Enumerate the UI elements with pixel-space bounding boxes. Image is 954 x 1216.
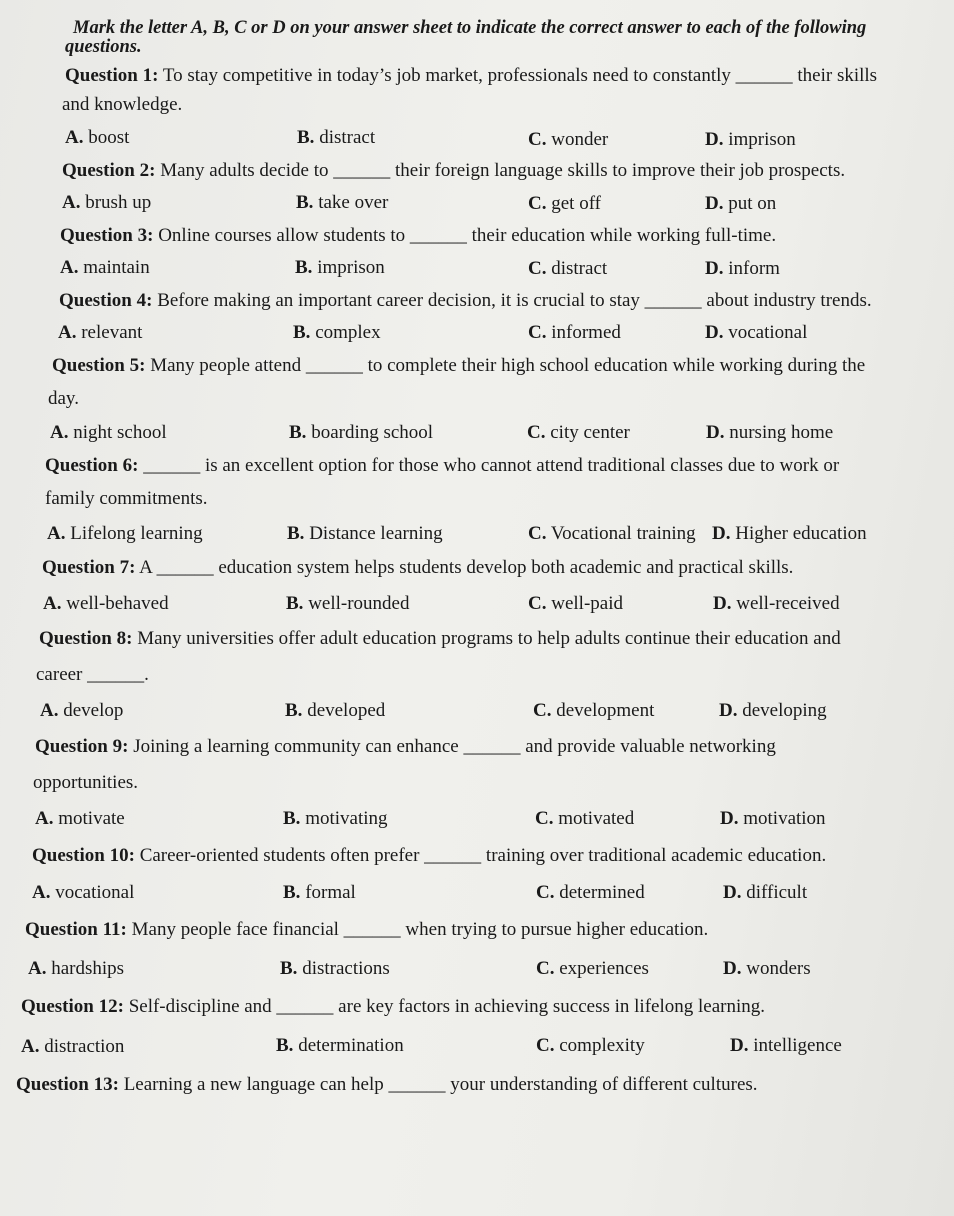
question-8-stem-cont: career ______. bbox=[36, 664, 149, 685]
q11-option-c[interactable] bbox=[536, 957, 649, 981]
option-text: motivating bbox=[305, 808, 388, 829]
question-label: Question 13: bbox=[16, 1074, 119, 1095]
question-label: Question 6: bbox=[45, 455, 139, 476]
option-letter: A. bbox=[60, 257, 79, 278]
question-1-stem bbox=[65, 64, 877, 88]
option-letter: C. bbox=[535, 808, 554, 829]
question-5-stem bbox=[52, 354, 865, 378]
q7-option-a[interactable] bbox=[43, 592, 169, 616]
option-letter: D. bbox=[719, 700, 738, 721]
option-text: develop bbox=[63, 700, 124, 721]
option-text: maintain bbox=[83, 257, 150, 278]
q11-option-b[interactable] bbox=[280, 957, 390, 981]
question-label: Question 12: bbox=[21, 996, 124, 1017]
option-text: determination bbox=[298, 1035, 404, 1056]
q8-option-b[interactable] bbox=[285, 699, 385, 723]
question-text: Online courses allow students to ______ their education while working full-time. bbox=[158, 225, 777, 246]
option-letter: C. bbox=[528, 258, 547, 279]
question-text: ______ is an excellent option for those who cannot attend traditional classes due to work or bbox=[143, 455, 840, 476]
option-text: Distance learning bbox=[309, 523, 443, 544]
option-text: well-paid bbox=[551, 593, 623, 614]
question-text: Career-oriented students often prefer ______ training over traditional academic education. bbox=[139, 845, 827, 866]
option-text: Lifelong learning bbox=[70, 523, 203, 544]
q11-option-a[interactable] bbox=[28, 957, 124, 981]
question-label: Question 1: bbox=[65, 65, 159, 86]
option-text: imprison bbox=[317, 257, 385, 278]
question-11-stem bbox=[25, 918, 708, 942]
q1-option-b[interactable] bbox=[297, 126, 375, 150]
option-letter: A. bbox=[50, 422, 69, 443]
option-letter: B. bbox=[289, 422, 307, 443]
option-letter: C. bbox=[536, 1035, 555, 1056]
q8-option-c[interactable] bbox=[533, 699, 654, 723]
q8-option-a[interactable] bbox=[40, 699, 123, 723]
option-text: development bbox=[556, 700, 655, 721]
q9-option-a[interactable] bbox=[35, 807, 125, 831]
question-label: Question 3: bbox=[60, 225, 154, 246]
q11-option-d[interactable] bbox=[723, 957, 811, 981]
question-text: Many adults decide to ______ their foreign language skills to improve their job prospects. bbox=[160, 160, 846, 181]
option-text: complexity bbox=[559, 1035, 645, 1056]
question-10-stem bbox=[32, 844, 826, 868]
q9-option-c[interactable] bbox=[535, 807, 634, 831]
option-text: night school bbox=[73, 422, 167, 443]
q4-option-c[interactable] bbox=[528, 321, 621, 345]
q7-option-d[interactable] bbox=[713, 592, 840, 616]
option-text: boarding school bbox=[311, 422, 434, 443]
option-letter: B. bbox=[283, 808, 301, 829]
q8-option-d[interactable] bbox=[719, 699, 827, 723]
option-letter: B. bbox=[296, 192, 314, 213]
option-letter: D. bbox=[723, 958, 742, 979]
option-text: inform bbox=[728, 258, 780, 279]
q6-option-d[interactable] bbox=[712, 522, 867, 546]
q4-option-b[interactable] bbox=[293, 321, 381, 345]
option-letter: D. bbox=[712, 523, 731, 544]
q10-option-c[interactable] bbox=[536, 881, 645, 905]
option-letter: C. bbox=[528, 593, 547, 614]
question-3-stem bbox=[60, 224, 776, 248]
option-letter: A. bbox=[62, 192, 81, 213]
q6-option-b[interactable] bbox=[287, 522, 443, 546]
option-text: intelligence bbox=[753, 1035, 842, 1056]
option-letter: B. bbox=[285, 700, 303, 721]
option-letter: B. bbox=[280, 958, 298, 979]
option-text: well-rounded bbox=[308, 593, 410, 614]
option-text: relevant bbox=[81, 322, 143, 343]
question-6-stem bbox=[45, 454, 839, 478]
option-text: nursing home bbox=[729, 422, 834, 443]
question-2-stem bbox=[62, 159, 845, 183]
option-letter: C. bbox=[528, 523, 547, 544]
q4-option-a[interactable] bbox=[58, 321, 142, 345]
question-text: Many people face financial ______ when trying to pursue higher education. bbox=[131, 919, 709, 940]
option-letter: D. bbox=[713, 593, 732, 614]
option-letter: C. bbox=[528, 322, 547, 343]
option-text: distraction bbox=[44, 1036, 125, 1057]
question-text: Joining a learning community can enhance ______ and provide valuable networking bbox=[133, 736, 776, 757]
option-letter: D. bbox=[723, 882, 742, 903]
question-9-stem bbox=[35, 735, 776, 759]
option-text: motivated bbox=[558, 808, 635, 829]
question-label: Question 9: bbox=[35, 736, 129, 757]
q2-option-c[interactable] bbox=[528, 192, 601, 216]
option-letter: C. bbox=[536, 958, 555, 979]
question-7-stem bbox=[42, 556, 793, 580]
option-text: take over bbox=[318, 192, 389, 213]
question-text: Learning a new language can help ______ your understanding of different cultures. bbox=[123, 1074, 758, 1095]
option-text: motivate bbox=[58, 808, 125, 829]
option-letter: B. bbox=[286, 593, 304, 614]
option-letter: D. bbox=[705, 129, 724, 150]
question-text: A ______ education system helps students develop both academic and practical skills. bbox=[139, 557, 794, 578]
question-label: Question 5: bbox=[52, 355, 146, 376]
q12-option-c[interactable] bbox=[536, 1034, 645, 1058]
question-8-stem bbox=[39, 627, 841, 651]
option-text: difficult bbox=[746, 882, 808, 903]
option-text: formal bbox=[305, 882, 356, 903]
option-text: distractions bbox=[302, 958, 390, 979]
option-letter: C. bbox=[528, 193, 547, 214]
option-letter: A. bbox=[28, 958, 47, 979]
option-letter: C. bbox=[533, 700, 552, 721]
option-letter: B. bbox=[287, 523, 305, 544]
question-label: Question 10: bbox=[32, 845, 135, 866]
option-text: put on bbox=[728, 193, 777, 214]
question-12-stem bbox=[21, 995, 765, 1019]
q9-option-b[interactable] bbox=[283, 807, 388, 831]
q1-option-d[interactable] bbox=[705, 128, 796, 152]
option-text: city center bbox=[550, 422, 630, 443]
q12-option-d[interactable] bbox=[730, 1034, 842, 1058]
instructions-line-1: Mark the letter A, B, C or D on your answer sheet to indicate the correct answer to each of the following bbox=[73, 18, 867, 38]
q3-option-b[interactable] bbox=[295, 256, 385, 280]
question-label: Question 11: bbox=[25, 919, 127, 940]
option-letter: A. bbox=[47, 523, 66, 544]
question-text: Self-discipline and ______ are key factors in achieving success in lifelong learning. bbox=[128, 996, 765, 1017]
option-letter: B. bbox=[295, 257, 313, 278]
q7-option-b[interactable] bbox=[286, 592, 410, 616]
q6-option-c[interactable] bbox=[528, 522, 696, 546]
option-letter: D. bbox=[720, 808, 739, 829]
q4-option-d[interactable] bbox=[705, 321, 807, 345]
question-text: Many universities offer adult education programs to help adults continue their education and bbox=[137, 628, 841, 649]
q1-option-c[interactable] bbox=[528, 128, 608, 152]
q3-option-a[interactable] bbox=[60, 256, 150, 280]
option-text: distract bbox=[319, 127, 376, 148]
q12-option-b[interactable] bbox=[276, 1034, 404, 1058]
question-text: To stay competitive in today’s job market, professionals need to constantly ______ their skills bbox=[162, 65, 878, 86]
option-text: get off bbox=[551, 193, 602, 214]
option-letter: C. bbox=[528, 129, 547, 150]
option-text: distract bbox=[551, 258, 608, 279]
option-letter: D. bbox=[705, 193, 724, 214]
option-letter: B. bbox=[297, 127, 315, 148]
question-label: Question 4: bbox=[59, 290, 153, 311]
option-text: determined bbox=[559, 882, 645, 903]
option-letter: A. bbox=[21, 1036, 40, 1057]
option-text: wonders bbox=[746, 958, 811, 979]
option-text: well-behaved bbox=[66, 593, 169, 614]
option-letter: A. bbox=[40, 700, 59, 721]
option-text: vocational bbox=[728, 322, 808, 343]
option-text: hardships bbox=[51, 958, 125, 979]
option-letter: A. bbox=[43, 593, 62, 614]
option-text: vocational bbox=[55, 882, 135, 903]
question-label: Question 7: bbox=[42, 557, 136, 578]
q3-option-c[interactable] bbox=[528, 257, 607, 281]
question-6-stem-cont: family commitments. bbox=[45, 488, 208, 509]
option-letter: D. bbox=[730, 1035, 749, 1056]
option-letter: D. bbox=[706, 422, 725, 443]
option-letter: A. bbox=[32, 882, 51, 903]
q1-option-a[interactable] bbox=[65, 126, 129, 150]
option-text: Vocational training bbox=[550, 523, 696, 544]
option-letter: D. bbox=[705, 258, 724, 279]
option-letter: C. bbox=[536, 882, 555, 903]
q5-option-c[interactable] bbox=[527, 421, 630, 445]
question-label: Question 8: bbox=[39, 628, 133, 649]
option-letter: B. bbox=[293, 322, 311, 343]
q7-option-c[interactable] bbox=[528, 592, 623, 616]
option-letter: A. bbox=[65, 127, 84, 148]
question-13-stem bbox=[16, 1073, 758, 1097]
option-text: motivation bbox=[743, 808, 826, 829]
q2-option-d[interactable] bbox=[705, 192, 776, 216]
option-text: boost bbox=[88, 127, 130, 148]
option-text: brush up bbox=[85, 192, 152, 213]
question-1-stem-cont: and knowledge. bbox=[62, 94, 183, 115]
q3-option-d[interactable] bbox=[705, 257, 780, 281]
question-9-stem-cont: opportunities. bbox=[33, 772, 139, 793]
q12-option-a[interactable] bbox=[21, 1035, 124, 1059]
q2-option-b[interactable] bbox=[296, 191, 388, 215]
option-text: wonder bbox=[551, 129, 609, 150]
option-letter: C. bbox=[527, 422, 546, 443]
question-text: Before making an important career decision, it is crucial to stay ______ about industry trends. bbox=[157, 290, 872, 311]
q5-option-b[interactable] bbox=[289, 421, 433, 445]
q9-option-d[interactable] bbox=[720, 807, 826, 831]
option-text: experiences bbox=[559, 958, 649, 979]
option-text: developing bbox=[742, 700, 827, 721]
q10-option-b[interactable] bbox=[283, 881, 356, 905]
option-text: developed bbox=[307, 700, 386, 721]
option-letter: A. bbox=[58, 322, 77, 343]
q5-option-d[interactable] bbox=[706, 421, 833, 445]
option-text: Higher education bbox=[735, 523, 867, 544]
option-letter: A. bbox=[35, 808, 54, 829]
option-letter: B. bbox=[276, 1035, 294, 1056]
option-letter: B. bbox=[283, 882, 301, 903]
question-label: Question 2: bbox=[62, 160, 156, 181]
option-text: imprison bbox=[728, 129, 796, 150]
question-4-stem bbox=[59, 289, 872, 313]
q10-option-a[interactable] bbox=[32, 881, 134, 905]
q10-option-d[interactable] bbox=[723, 881, 807, 905]
question-text: Many people attend ______ to complete their high school education while working during the bbox=[150, 355, 866, 376]
question-5-stem-cont: day. bbox=[48, 388, 79, 409]
option-text: complex bbox=[315, 322, 381, 343]
option-letter: D. bbox=[705, 322, 724, 343]
option-text: informed bbox=[551, 322, 621, 343]
instructions-line-2: questions. bbox=[65, 37, 142, 57]
option-text: well-received bbox=[736, 593, 840, 614]
q6-option-a[interactable] bbox=[47, 522, 203, 546]
q2-option-a[interactable] bbox=[62, 191, 151, 215]
q5-option-a[interactable] bbox=[50, 421, 167, 445]
